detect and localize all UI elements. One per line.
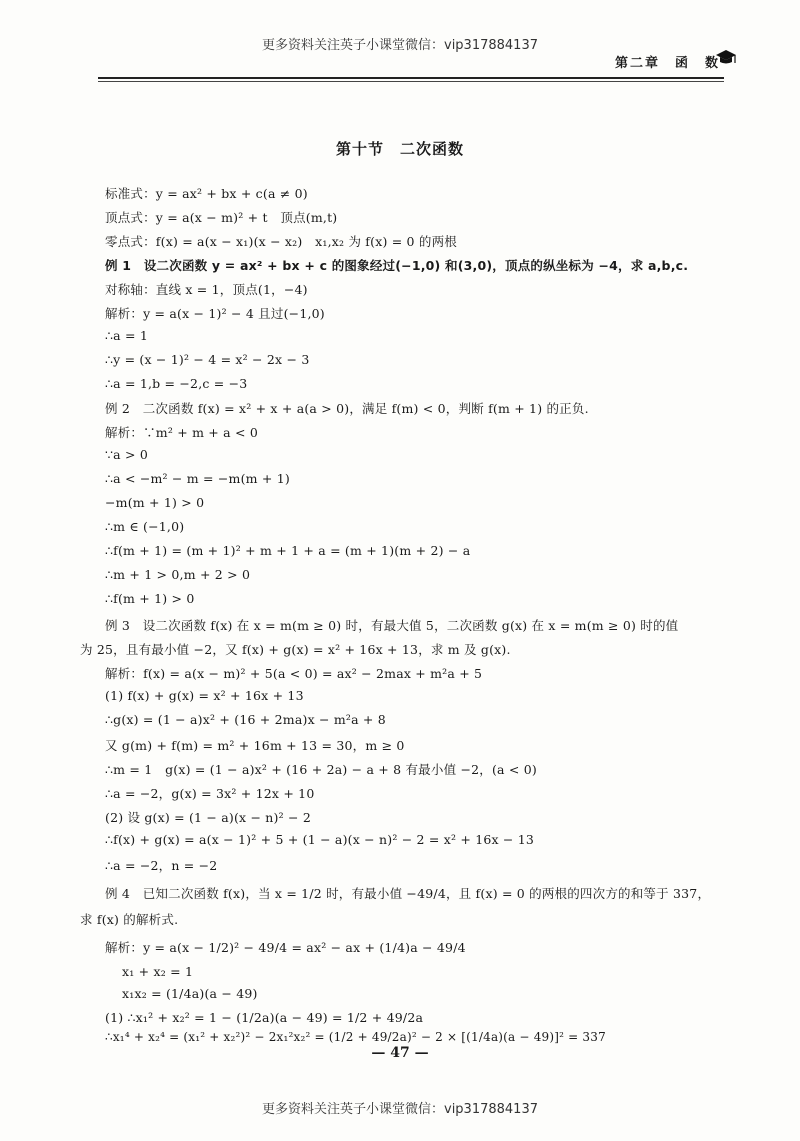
text-line: 解析：∵m² + m + a < 0 (105, 425, 258, 440)
top-watermark: 更多资料关注英子小课堂微信：vip317884137 (262, 38, 538, 53)
text-line: ∴y = (x − 1)² − 4 = x² − 2x − 3 (105, 352, 310, 367)
header-rule-thin (98, 81, 724, 82)
text-line: ∴a = 1,b = −2,c = −3 (105, 376, 248, 391)
text-line: ∴f(m + 1) > 0 (105, 591, 195, 606)
system-eq-1: x₁ + x₂ = 1 (122, 964, 194, 979)
text-line: 对称轴：直线 x = 1，顶点(1，−4) (105, 282, 308, 297)
text-line: 解析：f(x) = a(x − m)² + 5(a < 0) = ax² − 2max + m²a + 5 (105, 666, 483, 681)
text-line: ∴a = −2，g(x) = 3x² + 12x + 10 (105, 786, 315, 801)
text-line: 解析：y = a(x − 1)² − 4 且过(−1,0) (105, 306, 325, 321)
text-line: ∴a = 1 (105, 328, 148, 343)
text-line: ∴m = 1 g(x) = (1 − a)x² + (16 + 2a) − a + 8 有最小值 −2，(a < 0) (105, 762, 537, 777)
text-line: (2) 设 g(x) = (1 − a)(x − n)² − 2 (105, 810, 312, 825)
text-line: (1) f(x) + g(x) = x² + 16x + 13 (105, 688, 304, 703)
system-eq-2: x₁x₂ = (1/4a)(a − 49) (122, 986, 258, 1001)
graduation-cap-icon (716, 47, 736, 67)
text-line: ∴a < −m² − m = −m(m + 1) (105, 471, 290, 486)
example-3: 例 3 设二次函数 f(x) 在 x = m(m ≥ 0) 时，有最大值 5，二次函数 g(x) 在 x = m(m ≥ 0) 时的值 (105, 618, 679, 633)
page-number: — 47 — (371, 1045, 429, 1061)
section-title: 第十节 二次函数 (335, 140, 464, 158)
zero-form: 零点式：f(x) = a(x − x₁)(x − x₂) x₁,x₂ 为 f(x) = 0 的两根 (105, 234, 457, 249)
example-4: 例 4 已知二次函数 f(x)，当 x = 1/2 时，有最小值 −49/4，且 f(x) = 0 的两根的四次方的和等于 337， (105, 886, 711, 901)
text-line: 又 g(m) + f(m) = m² + 16m + 13 = 30，m ≥ 0 (105, 738, 405, 753)
header-rule (98, 77, 724, 79)
text-line: 求 f(x) 的解析式. (80, 912, 179, 927)
text-line: 解析：y = a(x − 1/2)² − 49/4 = ax² − ax + (1/4)a − 49/4 (105, 940, 466, 955)
text-line: ∴f(m + 1) = (m + 1)² + m + 1 + a = (m + 1)(m + 2) − a (105, 543, 471, 558)
bottom-watermark: 更多资料关注英子小课堂微信：vip317884137 (262, 1102, 538, 1117)
text-line: ∴a = −2，n = −2 (105, 858, 218, 873)
text-line: ∴g(x) = (1 − a)x² + (16 + 2ma)x − m²a + 8 (105, 712, 386, 727)
chapter-header: 第二章 函 数 (614, 56, 720, 71)
standard-form: 标准式：y = ax² + bx + c(a ≠ 0) (105, 186, 308, 201)
text-line: 为 25，且有最小值 −2，又 f(x) + g(x) = x² + 16x + 13，求 m 及 g(x). (80, 642, 511, 657)
text-line: ∴f(x) + g(x) = a(x − 1)² + 5 + (1 − a)(x − n)² − 2 = x² + 16x − 13 (105, 832, 535, 847)
text-line: ∴m ∈ (−1,0) (105, 519, 185, 534)
example-1: 例 1 设二次函数 y = ax² + bx + c 的图象经过(−1,0) 和(3,0)，顶点的纵坐标为 −4，求 a,b,c. (105, 258, 689, 273)
text-line: (1) ∴x₁² + x₂² = 1 − (1/2a)(a − 49) = 1/2 + 49/2a (105, 1010, 424, 1025)
text-line: ∴x₁⁴ + x₂⁴ = (x₁² + x₂²)² − 2x₁²x₂² = (1/2 + 49/2a)² − 2 × [(1/4a)(a − 49)]² = 337 (105, 1030, 606, 1044)
text-line: −m(m + 1) > 0 (105, 495, 205, 510)
example-2: 例 2 二次函数 f(x) = x² + x + a(a > 0)，满足 f(m) < 0，判断 f(m + 1) 的正负. (105, 401, 589, 416)
text-line: ∴m + 1 > 0,m + 2 > 0 (105, 567, 251, 582)
text-line: ∵a > 0 (105, 447, 148, 462)
vertex-form: 顶点式：y = a(x − m)² + t 顶点(m,t) (105, 210, 338, 225)
